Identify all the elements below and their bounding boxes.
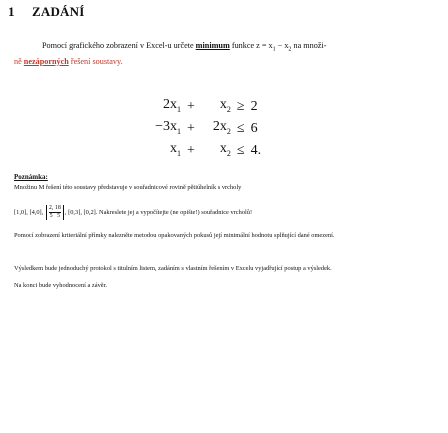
- task-text-2: funkce z = x: [229, 41, 273, 50]
- section-heading: [8, 4, 84, 20]
- task-paragraph: Pomocí grafického zobrazení v Excel-u určete minimum funkce $z = x_1 - x_2$ na množi- ně nezáporných řešení soustavy.: [14, 41, 327, 66]
- inequality-row: $2x_1$ + $x_2$ ≥ 2: [163, 97, 258, 115]
- task-keyword-minimum: minimum: [195, 41, 230, 50]
- note-title: Poznámka:: [14, 173, 48, 181]
- task-text-4: na množi-: [291, 41, 327, 50]
- task-text-3: − x: [275, 41, 289, 50]
- section-title: ZADÁNÍ: [32, 4, 85, 19]
- task-keyword-nonneg: nezáporných: [23, 56, 69, 66]
- vertex-fraction: $\frac{2, 18}{5 5}$: [46, 205, 64, 220]
- inequality-row: $-3x_1$ + $2x_2$ ≤ 6: [155, 118, 258, 137]
- note-line-4: Na konci bude vyhodnocení a závěr.: [14, 282, 107, 289]
- task-text-5: ně: [14, 56, 24, 66]
- note-line-3: Výsledkem bude jednoduchý protokol s titulním listem, zadáním s vlastním řešením v Excelu vyjadřující postup a výsledek.: [14, 265, 332, 272]
- inequality-system: [148, 96, 264, 161]
- inequality-row: $x_1$ + $x_2$ ≤ 4.: [170, 140, 262, 158]
- note-line-2: Pomocí zobrazení kriteriální přímky nalezněte metodou opakovaných pokusů její minimální hodnotu splňující dané omezení.: [14, 232, 335, 239]
- section-number: 1: [8, 4, 15, 19]
- note-line-1: Množinu M řešení této soustavy představuje v souřadnicové rovině pětiúhelník s vrcholy: [14, 184, 242, 191]
- vertex-list: [1,0], [4,0], $\frac{2, 18}{5 5}$ , [0,3], [0,2]. Nakreslete jej a vypočítejte (ne opište!) souřadnice vrcholů!: [14, 205, 253, 219]
- task-text-1: Pomocí grafického zobrazení v Excel-u určete: [42, 41, 196, 50]
- task-text-6: řešení soustavy.: [68, 56, 123, 66]
